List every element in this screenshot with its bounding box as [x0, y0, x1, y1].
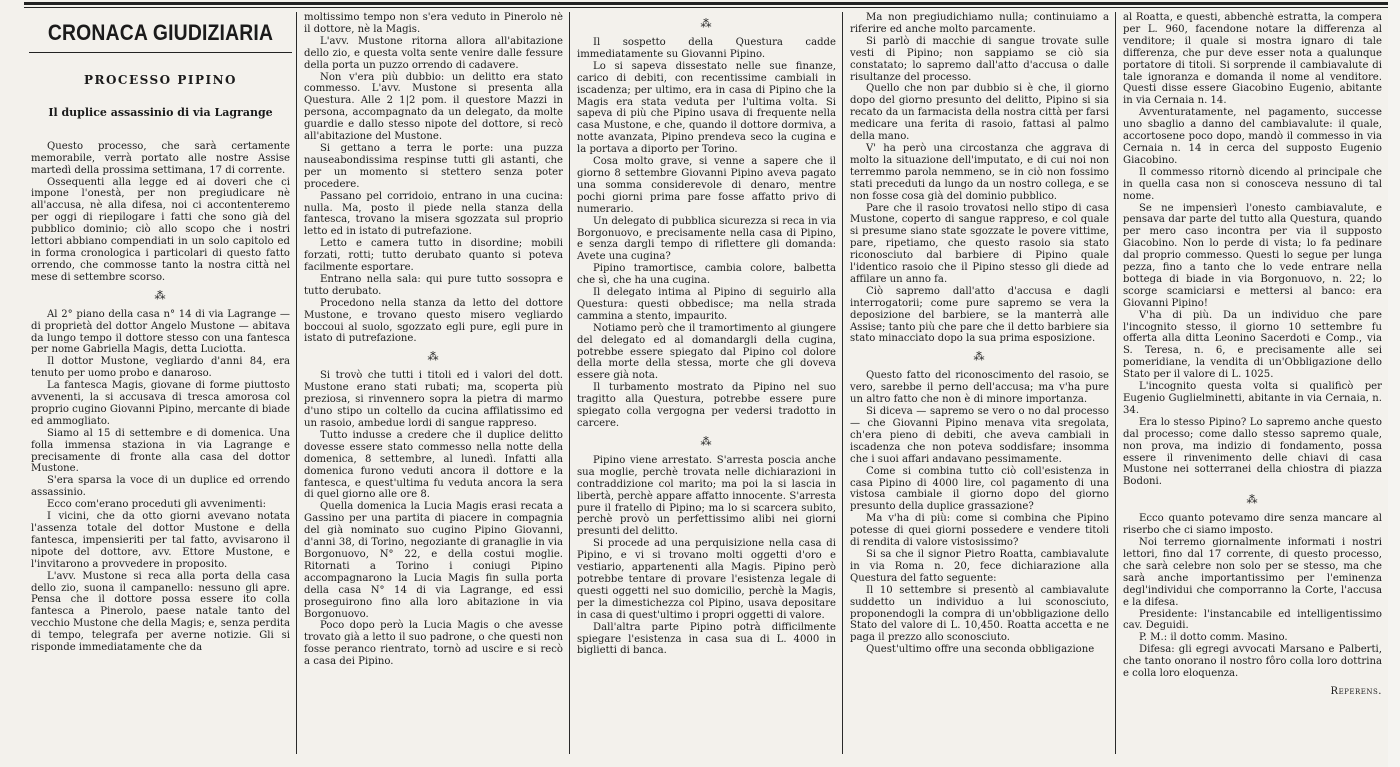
paragraph: Al 2° piano della casa n° 14 di via Lagrange — di proprietà del dottor Angelo Mustone — abitava da lungo tempo il dottore stesso con una fantesca per nome Gabriella Magis, detta Luciotta. — [31, 308, 290, 356]
paragraph: L'avv. Mustone si reca alla porta della casa dello zio, suona il campanello: nessuno gli apre. Pensa che il dottore possa essere ito colla fantesca a Pinerolo, paese natale tanto del vecchio Mustone che della Magis; e, senza perdita di tempo, telegrafa per averne notizie. Gli si risponde immediatamente che da — [31, 570, 290, 654]
paragraph: Un delegato di pubblica sicurezza si reca in via Borgonuovo, e precisamente nella casa di Pipino, e senza dargli tempo di riflettere gli domanda: Avete una cugina? — [577, 215, 836, 263]
column-body — [1123, 12, 1382, 680]
paragraph: Avventuratamente, nel pagamento, successe uno sbaglio a danno del cambiavalute: il quale, accortosene poco dopo, mandò il commesso in via Cernaia n. 14 in cerca del supposto Eugenio Giacobino. — [1123, 107, 1382, 166]
column-2 — [297, 12, 569, 754]
paragraph: Si procede ad una perquisizione nella casa di Pipino, e vi si trovano molti oggetti d'oro e vestiario, appartenenti alla Magis. Pipino però potrebbe tentare di provare l'esistenza legale di questi oggetti nel suo domicilio, perchè la Magis, per la dimestichezza col Pipino, usava depositare in casa di quest'ultimo i propri oggetti di valore. — [577, 538, 836, 621]
section-separator: ⁂ — [427, 350, 440, 364]
paragraph: La fantesca Magis, giovane di forme piuttosto avvenenti, la si accusava di tresca amorosa col proprio cugino Giovanni Pipino, mercante di biade ed ammogliato. — [31, 380, 290, 427]
paragraph: Questo fatto del riconoscimento del rasoio, se vero, sarebbe il perno dell'accusa; ma v'ha pure un altro fatto che non è di minore importanza. — [850, 370, 1109, 406]
section-separator: ⁂ — [973, 350, 986, 364]
paragraph: Si parlò di macchie di sangue trovate sulle vesti di Pipino; non sappiamo se ciò sia constatato; lo sapremo dall'atto d'accusa o dalle risultanze del processo. — [850, 35, 1109, 83]
scan-edge — [1388, 0, 1400, 767]
paragraph: Letto e camera tutto in disordine; mobili forzati, rotti; tutto derubato quanto si poteva facilmente esportare. — [304, 238, 563, 274]
paragraph: Tutto indusse a credere che il duplice delitto dovesse essere stato commesso nella notte della domenica, 8 settembre, al lunedì. Infatti alla domenica furono veduti ancora il dottore e la fantesca, e quest'ultima fu veduta ancora la sera di quel giorno alle ore 8. — [304, 429, 563, 501]
section-title: PROCESSO PIPINO — [83, 73, 238, 87]
paragraph: Quello che non par dubbio si è che, il giorno dopo del giorno presunto del delitto, Pipino si sia recato da un farmacista della nostra città per farsi medicare una ferita di rasoio, fattasi al palmo della mano. — [850, 83, 1109, 143]
paragraph: Pipino viene arrestato. S'arresta poscia anche sua moglie, perchè trovata nelle dichiarazioni in contraddizione col marito; ma poi la si lascia in libertà, perchè appare affatto innocente. S'arresta pure il fratello di Pipino; ma lo si scarcera subito, perchè provò un perfettissimo alibi nei giorni presunti del delitto. — [577, 454, 836, 538]
masthead-rule — [29, 52, 292, 53]
paragraph: P. M.: il dotto comm. Masino. — [1139, 632, 1288, 644]
paragraph: Non v'era più dubbio: un delitto era stato commesso. L'avv. Mustone si presenta alla Questura. Alle 2 1|2 pom. il questore Mazzi in persona, accompagnato da un delegato, da molte guardie e dallo stesso nipote del dottore, si recò all'abitazione del Mustone. — [304, 71, 563, 143]
paragraph: Siamo al 15 di settembre e di domenica. Una folla immensa staziona in via Lagrange e precisamente di fronte alla casa del dottor Mustone. — [31, 427, 290, 475]
paragraph: Ma v'ha di più: come si combina che Pipino potesse di quei giorni possedere e vendere titoli di rendita di valore vistosissimo? — [850, 513, 1109, 549]
paragraph: Noi terremo giornalmente informati i nostri lettori, fino dal 17 corrente, di questo processo, che sarà celebre non solo per se stesso, ma che sarà anche importantissimo per l'eminenza degl'individui che comporranno la Corte, l'accusa e la difesa. — [1123, 537, 1382, 608]
top-rule-thin — [24, 7, 1388, 8]
paragraph: Entrano nella sala: qui pure tutto sossopra e tutto derubato. — [304, 273, 563, 297]
column-1 — [24, 12, 296, 754]
masthead-title: CRONACA GIUDIZIARIA — [47, 20, 274, 45]
paragraph: Procedono nella stanza da letto del dottore Mustone, e trovano questo misero vegliardo boccoui al suolo, sgozzato egli pure, egli pure in istato di putrefazione. — [304, 297, 563, 345]
paragraph: al Roatta, e questi, abbenchè estratta, la compera per L. 960, facendone notare la differenza al venditore; il quale si mostra ignaro di tale differenza, che pur deve esser nota a qualunque portatore di titoli. Si sorprende il cambiavalute di tale ignoranza e domanda il nome al venditore. Questi disse essere Giacobino Eugenio, abitante in via Cernaia n. 14. — [1123, 12, 1382, 107]
paragraph: Presidente: l'instancabile ed intelligentissimo cav. Deguidi. — [1123, 608, 1382, 632]
paragraph: L'avv. Mustone ritorna allora all'abitazione dello zio, e questa volta sente venire dalle fessure della porta un puzzo orrendo di cadavere. — [304, 35, 563, 71]
paragraph: Poco dopo però la Lucia Magis o che avesse trovato già a letto il suo padrone, o che questi non fosse peranco rientrato, tornò ad uscire e si recò a casa dei Pipino. — [304, 620, 563, 668]
paragraph: Si trovò che tutti i titoli ed i valori del dott. Mustone erano stati rubati; ma, scoperta più preziosa, si rinvennero sopra la pietra di marmo d'uno stipo un coltello da cucina affilatissimo ed un rasoio, ambedue lordi di sangue rappreso. — [304, 370, 563, 429]
column-5 — [1116, 12, 1388, 754]
section-separator: ⁂ — [700, 17, 713, 30]
article-subtitle: Il duplice assassinio di via Lagrange — [48, 105, 273, 119]
section-separator: ⁂ — [700, 434, 713, 448]
paragraph: Ecco com'erano proceduti gli avvenimenti: — [47, 499, 267, 511]
paragraph: Questo processo, che sarà certamente memorabile, verrà portato alle nostre Assise martedì della prossima settimana, 17 di corrente. — [31, 140, 290, 176]
column-body — [304, 12, 563, 668]
paragraph: Difesa: gli egregi avvocati Marsano e Palberti, che tanto onorano il nostro fôro colla loro dottrina e colla loro eloquenza. — [1123, 644, 1382, 680]
paragraph: Ossequenti alla legge ed ai doveri che ci impone l'onestà, per non pregiudicare nè all'accusa, nè alla difesa, noi ci accontenteremo per oggi di riepilogare i fatti che sono già del pubblico dominio; ciò allo scopo che i nostri lettori abbiano compendiati in un solo capitolo ed in forma cronologica i particolari di questo fatto orrendo, che commosse tanto la nostra città nel mese di settembre scorso. — [31, 176, 290, 283]
column-3 — [570, 12, 842, 754]
paragraph: Pare che il rasoio trovatosi nello stipo di casa Mustone, coperto di sangue rappreso, e col quale si presume siano state sgozzate le povere vittime, pare, ripetiamo, che questo rasoio sia stato riconosciuto dal barbiere di Pipino quale l'identico rasoio che il Pipino stesso gli diede ad affilare un anno fa. — [850, 202, 1109, 285]
top-rule — [24, 2, 1388, 5]
paragraph: I vicini, che da otto giorni avevano notata l'assenza totale del dottor Mustone e della fantesca, impensieriti per tal fatto, avvisarono il nipote del dottore, avv. Ettore Mustone, e l'invitarono a provvedere in proposito. — [31, 511, 290, 570]
paragraph: Se ne impensierì l'onesto cambiavalute, e pensava dar parte del tutto alla Questura, quando per mero caso incontra per via il supposto Giacobino. Non lo perde di vista; lo fa pedinare dal proprio commesso. Questi lo segue per lunga pezza, fino a tanto che lo vede entrare nella bottega di biade in via Borgonuovo, n. 22; lo scorge scamiciarsi e mettersi al banco: era Giovanni Pipino! — [1123, 202, 1382, 309]
paragraph: Ma non pregiudichiamo nulla; continuiamo a riferire ed anche molto parcamente. — [850, 12, 1109, 35]
paragraph: L'incognito questa volta si qualificò per Eugenio Guglielminetti, abitante in via Cernaia, n. 34. — [1123, 381, 1382, 416]
paragraph: Il dottor Mustone, vegliardo d'anni 84, era tenuto per uomo probo e danaroso. — [31, 356, 290, 380]
paragraph: Il commesso ritornò dicendo al principale che in quella casa non si conosceva nessuno di tal nome. — [1123, 166, 1382, 202]
column-body — [577, 17, 836, 657]
section-separator: ⁂ — [1246, 493, 1259, 507]
paragraph: Come si combina tutto ciò coll'esistenza in casa Pipino di 4000 lire, col pagamento di una vistosa cambiale il giorno dopo del giorno presunto della duplice grassazione? — [850, 465, 1109, 513]
paragraph: Notiamo però che il tramortimento al giungere del delegato ed al domandargli della cugina, potrebbe essere spiegato dal Pipino col dolore della morte della stessa, morte che gli doveva essere già nota. — [577, 322, 836, 382]
paragraph: Pipino tramortisce, cambia colore, balbetta che sì, che ha una cugina. — [577, 263, 836, 287]
author-signature: Reperens. — [1330, 685, 1382, 697]
paragraph: Ecco quanto potevamo dire senza mancare al riserbo che ci siamo imposto. — [1123, 513, 1382, 537]
paragraph: moltissimo tempo non s'era veduto in Pinerolo nè il dottore, nè la Magis. — [304, 12, 563, 35]
paragraph: Cosa molto grave, si venne a sapere che il giorno 8 settembre Giovanni Pipino aveva pagato una somma considerevole di denaro, mentre pochi giorni prima pare fosse affatto privo di numerario. — [577, 156, 836, 215]
paragraph: Era lo stesso Pipino? Lo sapremo anche questo dal processo; come dallo stesso sapremo quale, non prova, ma indizio di fondamento, possa essere il rinvenimento delle chiavi di casa Mustone nei sotterranei della chiostra di piazza Bodoni. — [1123, 416, 1382, 488]
paragraph: S'era sparsa la voce di un duplice ed orrendo assassinio. — [31, 475, 290, 499]
column-4 — [843, 12, 1115, 754]
paragraph: V' ha però una circostanza che aggrava di molto la situazione dell'imputato, e di cui noi non terremmo parola nemmeno, se in ciò non fossimo stati preceduti da lungo da un nostro collega, e se non fosse cosa già del dominio pubblico. — [850, 142, 1109, 202]
paragraph: Il turbamento mostrato da Pipino nel suo tragitto alla Questura, potrebbe essere pure spiegato colla vergogna per vedersi tradotto in carcere. — [577, 382, 836, 429]
section-separator: ⁂ — [154, 288, 167, 302]
paragraph: Il delegato intima al Pipino di seguirlo alla Questura: questi obbedisce; ma nella strada cammina a stento, impaurito. — [577, 287, 836, 322]
paragraph: Dall'altra parte Pipino potrà difficilmente spiegare l'esistenza in casa sua di L. 4000 in biglietti di banca. — [577, 621, 836, 657]
paragraph: Lo si sapeva dissestato nelle sue finanze, carico di debiti, con recentissime cambiali in iscadenza; per ultimo, era in casa di Pipino che la Magis era stata veduta per l'ultima volta. Si sapeva di più che Pipino usava di frequente nella casa Mustone, e che, quando il dottore dormiva, a notte avanzata, Pipino prendeva seco la cugina e la portava a diporto per Torino. — [577, 60, 836, 156]
paragraph: Passano pel corridoio, entrano in una cucina: nulla. Ma, posto il piede nella stanza della fantesca, trovano la misera sgozzata sul proprio letto ed in istato di putrefazione. — [304, 190, 563, 238]
paragraph: Il sospetto della Questura cadde immediatamente su Giovanni Pipino. — [577, 37, 836, 60]
paragraph: Si gettano a terra le porte: una puzza nauseabondissima respinse tutti gli astanti, che per un momento si stettero senza poter procedere. — [304, 142, 563, 190]
paragraph: Si diceva — sapremo se vero o no dal processo — che Giovanni Pipino menava vita sregolata, ch'era pieno di debiti, che aveva cambiali in iscadenza che non poteva soddisfare; insomma che i suoi affari andavano pessimamente. — [850, 406, 1109, 465]
paragraph: Si sa che il signor Pietro Roatta, cambiavalute in via Roma n. 20, fece dichiarazione alla Questura del fatto seguente: — [850, 548, 1109, 584]
columns-container — [24, 12, 1388, 754]
paragraph: Ciò sapremo dall'atto d'accusa e dagli interrogatorii; come pure sapremo se vera la deposizione del barbiere, se la manterrà alle Assise; tanto più che pare che il detto barbiere sia stato minacciato dopo la sua prima esposizione. — [850, 285, 1109, 345]
paragraph: Quest'ultimo offre una seconda obbligazione — [866, 644, 1095, 656]
paragraph: V'ha di più. Da un individuo che pare l'incognito stesso, il giorno 10 settembre fu offerta alla ditta Leonino Sacerdoti e Comp., via S. Teresa, n. 6, e precisamente alle sei pomeridiane, la vendita di un'Obbligazione dello Stato per il valore di L. 1025. — [1123, 309, 1382, 381]
column-body — [850, 12, 1109, 656]
paragraph: Quella domenica la Lucia Magis erasi recata a Gassino per una partita di piacere in compagnia del già nominato suo cugino Pipino Giovanni, d'anni 38, di Torino, negoziante di granaglie in via Borgonuovo, N° 22, e della costui moglie. Ritornati a Torino i coniugi Pipino accompagnarono la Lucia Magis fin sulla porta della casa N° 14 di via Lagrange, ed essi proseguirono fino alla loro abitazione in via Borgonuovo. — [304, 501, 563, 620]
column-body — [31, 141, 290, 654]
paragraph: Il 10 settembre si presentò al cambiavalute suddetto un individuo a lui sconosciuto, proponendogli la compra di un'obbligazione dello Stato del valore di L. 10,450. Roatta accetta e ne paga il prezzo allo sconosciuto. — [850, 584, 1109, 644]
